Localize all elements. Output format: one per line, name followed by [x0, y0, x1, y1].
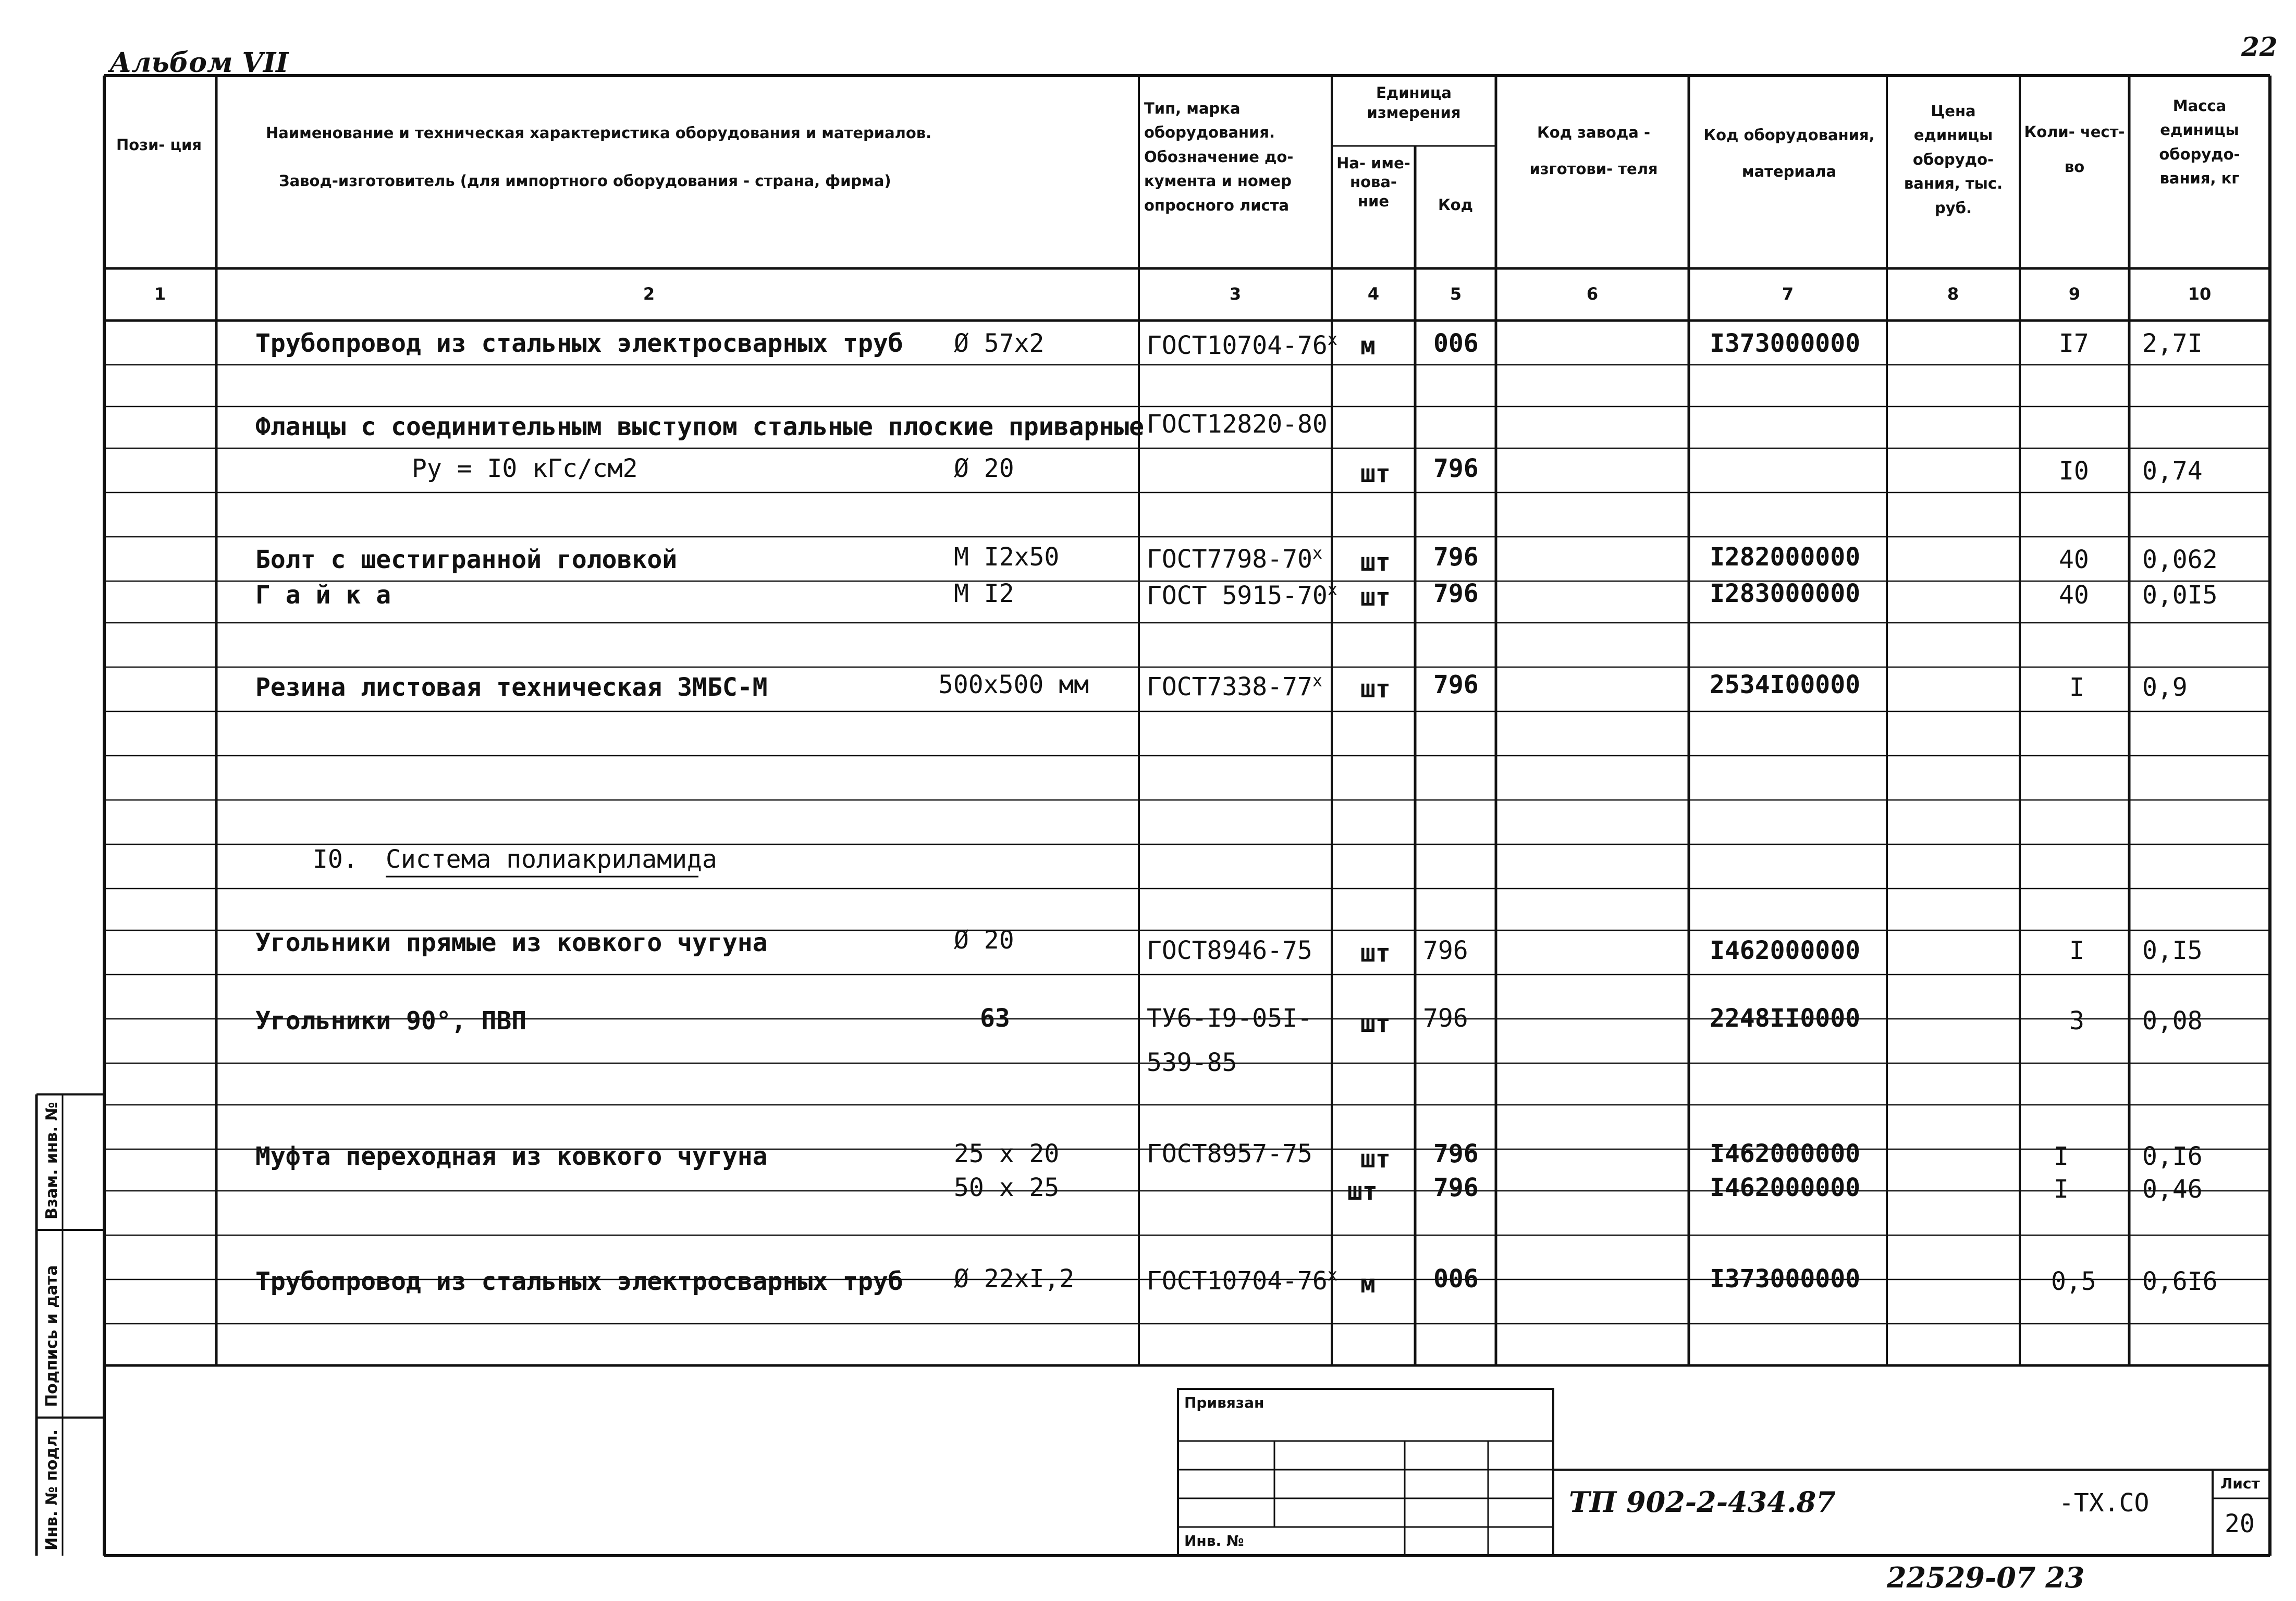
- item-qty: I: [2054, 1142, 2069, 1171]
- item-doc: $ГОСТ10704-76^х$: [1147, 329, 1338, 360]
- item-mass: 0,062: [2142, 545, 2218, 574]
- sheet-label: Лист: [2220, 1475, 2260, 1492]
- stamp-privyazan: Привязан: [1184, 1394, 1264, 1411]
- header-factory-code: Код завода - изготови- теля: [1529, 124, 1658, 178]
- item-doc: $ГОСТ7798-70^х$: [1147, 543, 1323, 574]
- item-doc: $ГОСТ7338-77^х$: [1147, 671, 1323, 701]
- header-unit-group: Единица измерения: [1367, 84, 1461, 121]
- item-material-code: 2248II0000: [1710, 1004, 1860, 1033]
- item-qty: I: [2069, 673, 2084, 702]
- bottom-number: 22529-07 23: [1887, 1561, 2085, 1594]
- item-qty: I: [2069, 936, 2084, 965]
- item-code: 006: [1433, 329, 1479, 358]
- item-name: Г а й к а: [255, 581, 391, 610]
- item-unit: шт: [1360, 459, 1391, 488]
- side-label-signature-date: Подпись и дата: [43, 1265, 61, 1407]
- item-code: 796: [1423, 936, 1468, 965]
- item-name: Трубопровод из стальных электросварных труб: [255, 1267, 903, 1296]
- item-name: Резина листовая техническая ЗМБС-М: [255, 673, 768, 702]
- item-unit: шт: [1360, 939, 1391, 968]
- doc-suffix: -ТХ.СО: [2059, 1488, 2150, 1518]
- item-unit: шт: [1360, 1009, 1391, 1038]
- item-unit: м: [1360, 1270, 1376, 1299]
- item-name: Фланцы с соединительным выступом стальные плоские приварные: [255, 412, 1145, 441]
- item-size: Ø 57х2: [954, 329, 1045, 358]
- item-doc: ГОСТ8946-75: [1147, 936, 1312, 965]
- col-number-1: 1: [154, 284, 166, 304]
- section-title: Система полиакриламида: [386, 845, 717, 874]
- item-mass: 0,46: [2142, 1175, 2203, 1204]
- sheet-number: 20: [2225, 1509, 2255, 1538]
- col-number-2: 2: [643, 284, 655, 304]
- item-material-code: I373000000: [1710, 1264, 1860, 1294]
- item-material-code: I462000000: [1710, 936, 1860, 965]
- item-material-code: I462000000: [1710, 1139, 1860, 1168]
- item-doc: ГОСТ8957-75: [1147, 1139, 1312, 1168]
- item-unit: шт: [1360, 1144, 1391, 1174]
- item-mass: 0,9: [2142, 673, 2188, 702]
- item-unit: шт: [1360, 583, 1391, 612]
- item-unit: шт: [1347, 1177, 1378, 1206]
- stamp-inv-no: Инв. №: [1184, 1532, 1244, 1549]
- doc-code: ТП 902-2-434.87: [1569, 1485, 1836, 1519]
- item-material-code: I283000000: [1710, 579, 1860, 608]
- col-number-8: 8: [1947, 284, 1959, 304]
- item-doc: 539-85: [1147, 1048, 1237, 1077]
- item-code: 796: [1433, 1173, 1479, 1202]
- item-code: 796: [1423, 1004, 1468, 1033]
- header-position: Пози- ция: [116, 136, 202, 154]
- col-number-9: 9: [2068, 284, 2081, 304]
- item-doc: ГОСТ $5915-70^х$: [1147, 580, 1338, 610]
- header-name-line2: Завод-изготовитель (для импортного оборудования - страна, фирма): [279, 172, 891, 190]
- item-size: Ø 22хI,2: [954, 1264, 1075, 1294]
- item-code: 796: [1433, 579, 1479, 608]
- col-number-7: 7: [1782, 284, 1794, 304]
- header-quantity: Коли- чест- во: [2024, 123, 2125, 176]
- item-material-code: I373000000: [1710, 329, 1860, 358]
- side-label-replace-inv: Взам. инв. №: [43, 1102, 61, 1220]
- item-qty: I0: [2059, 457, 2089, 486]
- header-material-code: Код оборудования, материала: [1703, 126, 1875, 180]
- header-price: Цена единицы оборудо- вания, тыс. руб.: [1904, 102, 2003, 217]
- item-material-code: I462000000: [1710, 1173, 1860, 1202]
- item-size: 50 х 25: [954, 1173, 1060, 1202]
- col-number-5: 5: [1450, 284, 1462, 304]
- item-unit: м: [1360, 331, 1376, 361]
- page-number-top: 22: [2241, 31, 2278, 62]
- item-size: 63: [980, 1004, 1010, 1033]
- item-mass: 0,I6: [2142, 1142, 2203, 1171]
- col-number-10: 10: [2188, 284, 2212, 304]
- item-mass: 0,0I5: [2142, 581, 2218, 610]
- item-name: Угольники прямые из ковкого чугуна: [255, 928, 768, 957]
- item-doc: $ГОСТ10704-76^х$: [1147, 1265, 1338, 1296]
- item-mass: 0,74: [2142, 457, 2203, 486]
- col-number-6: 6: [1586, 284, 1599, 304]
- item-code: 796: [1433, 1139, 1479, 1168]
- item-code: 796: [1433, 670, 1479, 699]
- item-mass: 2,7I: [2142, 329, 2203, 358]
- item-qty: 3: [2069, 1006, 2084, 1036]
- item-unit: шт: [1360, 674, 1391, 704]
- item-qty: I: [2054, 1175, 2069, 1204]
- item-size: 25 х 20: [954, 1139, 1060, 1168]
- item-unit: шт: [1360, 548, 1391, 577]
- header-mass: Масса единицы оборудо- вания, кг: [2159, 97, 2240, 188]
- item-mass: 0,6I6: [2142, 1267, 2218, 1296]
- item-size: 500х500 мм: [938, 670, 1089, 699]
- item-size: М I2: [954, 579, 1014, 608]
- item-doc: ГОСТ12820-80: [1147, 410, 1328, 439]
- item-size: Ø 20: [954, 926, 1014, 955]
- item-qty: I7: [2059, 329, 2089, 358]
- header-unit-name: На- име- нова- ние: [1336, 154, 1410, 210]
- col-number-3: 3: [1229, 284, 1242, 304]
- item-mass: 0,08: [2142, 1006, 2203, 1036]
- header-unit-code: Код: [1438, 196, 1474, 214]
- item-qty: 0,5: [2051, 1267, 2096, 1296]
- item-size: Ø 20: [954, 454, 1014, 483]
- album-label: Альбом VII: [109, 47, 289, 79]
- item-qty: 40: [2059, 581, 2089, 610]
- item-code: 796: [1433, 454, 1479, 483]
- item-name: Трубопровод из стальных электросварных труб: [255, 329, 903, 358]
- section-number: I0.: [313, 845, 358, 874]
- item-code: 796: [1433, 543, 1479, 572]
- item-mass: 0,I5: [2142, 936, 2203, 965]
- side-label-inv-original: Инв. № подл.: [43, 1429, 61, 1550]
- item-name: Угольники 90°, ПВП: [255, 1006, 527, 1036]
- item-code: 006: [1433, 1264, 1479, 1294]
- header-type: Тип, марка оборудования. Обозначение до- кумента и номер опросного листа: [1144, 100, 1294, 214]
- item-material-code: I282000000: [1710, 543, 1860, 572]
- item-material-code: 2534I00000: [1710, 670, 1860, 699]
- item-name: Болт с шестигранной головкой: [255, 545, 678, 574]
- item-qty: 40: [2059, 545, 2089, 574]
- item-size: М I2х50: [954, 543, 1060, 572]
- col-number-4: 4: [1367, 284, 1380, 304]
- item-name: Ру = I0 кГс/см2: [412, 454, 638, 483]
- item-name: Муфта переходная из ковкого чугуна: [255, 1142, 768, 1171]
- header-name-line1: Наименование и техническая характеристика оборудования и материалов.: [266, 124, 932, 142]
- item-doc: ТУ6-I9-05I-: [1147, 1004, 1312, 1033]
